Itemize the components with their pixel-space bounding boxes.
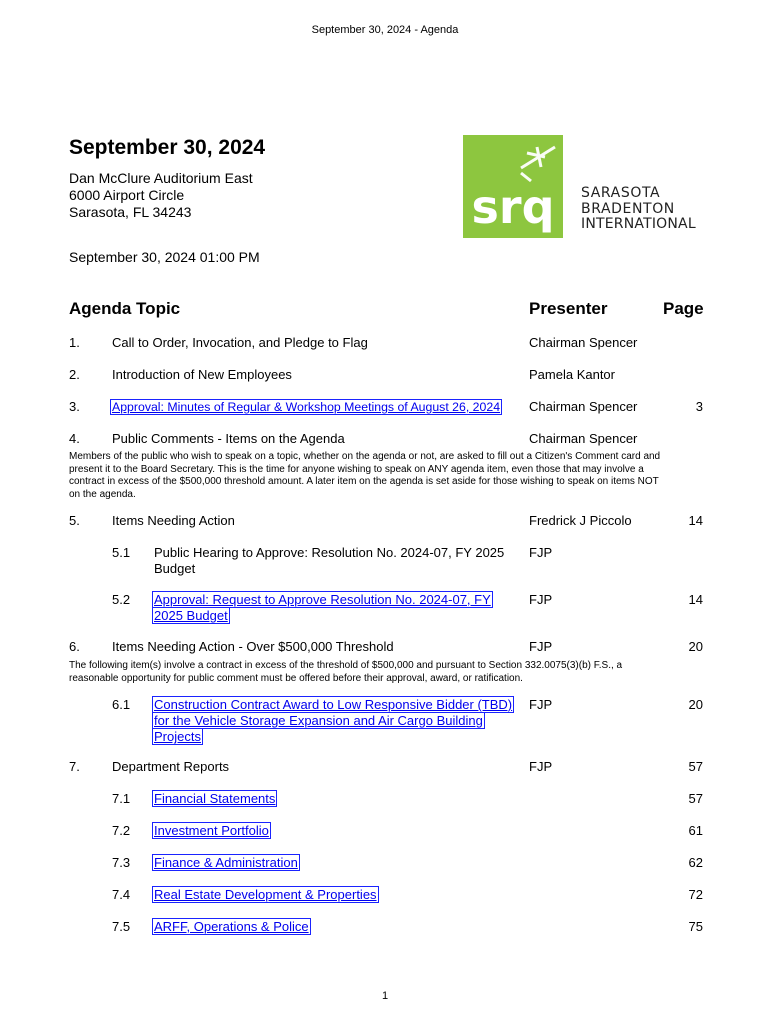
item-presenter: FJP (529, 639, 553, 654)
page-title: September 30, 2024 (69, 136, 266, 159)
item-presenter: Chairman Spencer (529, 431, 638, 446)
item-title-link[interactable] (112, 399, 502, 415)
real-estate-link[interactable]: Real Estate Development & Properties (154, 887, 377, 902)
item-presenter: Pamela Kantor (529, 367, 615, 382)
item-title: Department Reports (112, 759, 230, 774)
logo-name-line: INTERNATIONAL (581, 216, 696, 232)
address-line: Dan McClure Auditorium East (69, 170, 253, 186)
page-number: 1 (381, 990, 389, 1002)
logo-name-line: BRADENTON (581, 201, 675, 217)
address-line: Sarasota, FL 34243 (69, 204, 192, 220)
item-presenter: Fredrick J Piccolo (529, 513, 632, 528)
threshold-note (69, 660, 709, 685)
meeting-datetime: September 30, 2024 01:00 PM (69, 249, 260, 265)
logo-name-line: SARASOTA (581, 185, 661, 201)
item-title: Call to Order, Invocation, and Pledge to Flag (112, 335, 368, 350)
investment-portfolio-link[interactable]: Investment Portfolio (154, 823, 269, 838)
subitem-number: 5.2 (112, 592, 131, 607)
public-comment-note (69, 451, 709, 501)
address-line: 6000 Airport Circle (69, 187, 185, 203)
subitem-number: 5.1 (112, 545, 131, 560)
item-number: 4. (69, 431, 80, 446)
item-title: Introduction of New Employees (112, 367, 292, 382)
column-header-presenter: Presenter (529, 299, 608, 318)
meeting-address (69, 170, 253, 221)
subitem-number: 7.4 (112, 887, 131, 902)
item-number: 2. (69, 367, 80, 382)
subitem-number: 7.5 (112, 919, 131, 934)
note-line: The following item(s) involve a contract in excess of the threshold of $500,000 and pursuant to Section 332.0075(3)(b) F.S., a (69, 660, 623, 671)
arff-operations-link[interactable]: ARFF, Operations & Police (154, 919, 309, 934)
item-presenter: FJP (529, 697, 553, 712)
construction-contract-link[interactable]: Construction Contract Award to Low Responsive Bidder (TBD) for the Vehicle Storage Expansion and Air Cargo Building Projects (154, 697, 513, 744)
item-title: Public Comments - Items on the Agenda (112, 431, 345, 446)
item-presenter: FJP (529, 592, 553, 607)
item-presenter: Chairman Spencer (529, 335, 638, 350)
item-page: 72 (688, 887, 703, 902)
subitem-number: 7.2 (112, 823, 131, 838)
item-page: 62 (688, 855, 703, 870)
item-page: 3 (695, 399, 703, 414)
item-presenter: FJP (529, 759, 553, 774)
item-page: 14 (688, 513, 703, 528)
item-page: 61 (688, 823, 703, 838)
srq-logo (463, 135, 703, 239)
item-number: 5. (69, 513, 80, 528)
item-presenter: Chairman Spencer (529, 399, 638, 414)
item-page: 75 (688, 919, 703, 934)
note-line: reasonable opportunity for public comment must be offered before their approval, award, or ratification. (69, 672, 523, 684)
finance-administration-link[interactable]: Finance & Administration (154, 855, 298, 870)
budget-approval-link[interactable]: Approval: Request to Approve Resolution No. 2024-07, FY 2025 Budget (154, 592, 491, 623)
item-page: 14 (688, 592, 703, 607)
subitem-number: 7.3 (112, 855, 131, 870)
subitem-number: 7.1 (112, 791, 131, 806)
item-page: 57 (688, 759, 703, 774)
minutes-approval-link[interactable]: Approval: Minutes of Regular & Workshop Meetings of August 26, 2024 (112, 400, 501, 414)
item-page: 20 (688, 697, 703, 712)
item-title: Items Needing Action (112, 513, 235, 528)
item-title: Items Needing Action - Over $500,000 Threshold (112, 639, 394, 654)
financial-statements-link[interactable]: Financial Statements (154, 791, 276, 806)
item-number: 6. (69, 639, 80, 654)
item-number: 1. (69, 335, 80, 350)
item-number: 7. (69, 759, 80, 774)
note-line: contract in excess of the $500,000 threshold amount. A later item on the agenda is set aside for those wishing to speak on items NOT (69, 476, 659, 487)
running-header: September 30, 2024 - Agenda (311, 24, 459, 36)
logo-mark-text: srq (471, 180, 555, 234)
column-header-page: Page (663, 299, 704, 318)
subitem-title: Public Hearing to Approve: Resolution No. 2024-07, FY 2025 Budget (154, 545, 505, 576)
note-line: present it to the Board Secretary. This is the time for anyone wishing to speak on ANY agenda item, even those that may involve a (69, 463, 644, 475)
note-line: Members of the public who wish to speak on a topic, whether on the agenda or not, are asked to fill out a Citizen's Comment card and (69, 451, 661, 462)
column-header-topic: Agenda Topic (69, 299, 181, 318)
item-presenter: FJP (529, 545, 553, 560)
item-number: 3. (69, 399, 80, 414)
note-line: on the agenda. (69, 488, 136, 500)
item-page: 20 (688, 639, 703, 654)
subitem-number: 6.1 (112, 697, 131, 712)
item-page: 57 (688, 791, 703, 806)
